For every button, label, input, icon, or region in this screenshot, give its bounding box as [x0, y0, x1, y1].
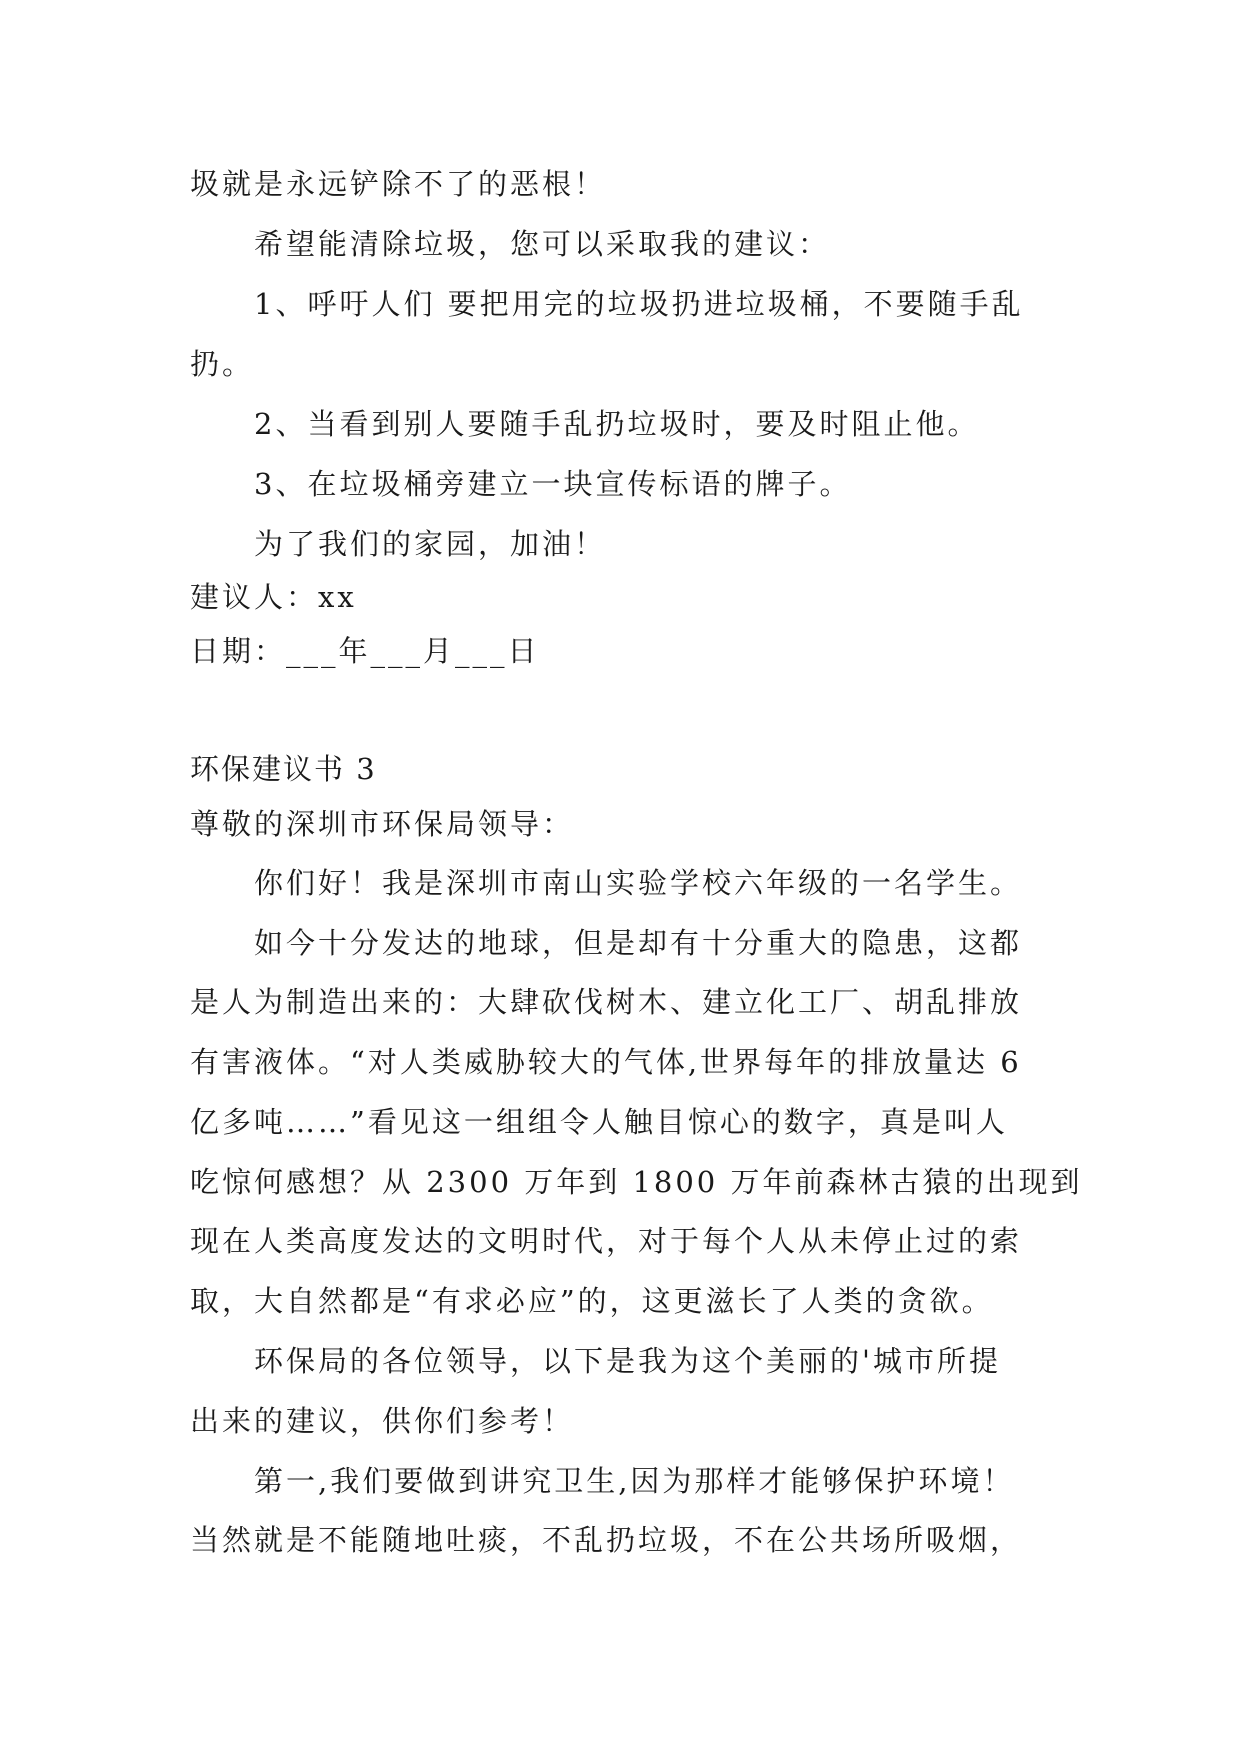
text-line: 是人为制造出来的：大肆砍伐树木、建立化工厂、胡乱排放 — [190, 985, 1023, 1019]
date-line: 日期：___年___月___日 — [190, 634, 540, 668]
text-line: 当然就是不能随地吐痰，不乱扔垃圾，不在公共场所吸烟， — [190, 1523, 1023, 1557]
text-line: 现在人类高度发达的文明时代，对于每个人从未停止过的索 — [190, 1224, 1023, 1258]
text-line: 为了我们的家园，加油！ — [254, 527, 607, 561]
text-line: 扔。 — [190, 347, 255, 381]
text-line: 吃惊何感想？从 2300 万年到 1800 万年前森林古猿的出现到 — [190, 1165, 1083, 1199]
section-heading: 环保建议书 3 — [190, 752, 377, 786]
salutation: 尊敬的深圳市环保局领导： — [190, 807, 575, 841]
list-item-1: 1、呼吁人们 要把用完的垃圾扔进垃圾桶，不要随手乱 — [254, 287, 1024, 321]
text-line: 第一,我们要做到讲究卫生,因为那样才能够保护环境！ — [254, 1464, 1015, 1498]
text-line: 出来的建议，供你们参考！ — [190, 1404, 575, 1438]
list-item-3: 3、在垃圾桶旁建立一块宣传标语的牌子。 — [254, 467, 852, 501]
text-line: 圾就是永远铲除不了的恶根！ — [190, 167, 607, 201]
text-line: 取，大自然都是“有求必应”的，这更滋长了人类的贪欲。 — [190, 1284, 994, 1318]
text-line: 有害液体。“对人类威胁较大的气体,世界每年的排放量达 6 — [190, 1045, 1022, 1079]
proposer-line: 建议人：xx — [190, 580, 357, 614]
text-line: 希望能清除垃圾，您可以采取我的建议： — [254, 227, 831, 261]
text-line: 你们好！我是深圳市南山实验学校六年级的一名学生。 — [254, 866, 1023, 900]
text-line: 亿多吨……”看见这一组组令人触目惊心的数字，真是叫人 — [190, 1105, 1008, 1139]
text-line: 环保局的各位领导，以下是我为这个美丽的'城市所提 — [254, 1344, 1001, 1378]
text-line: 如今十分发达的地球，但是却有十分重大的隐患，这都 — [254, 926, 1023, 960]
list-item-2: 2、当看到别人要随手乱扔垃圾时，要及时阻止他。 — [254, 407, 980, 441]
